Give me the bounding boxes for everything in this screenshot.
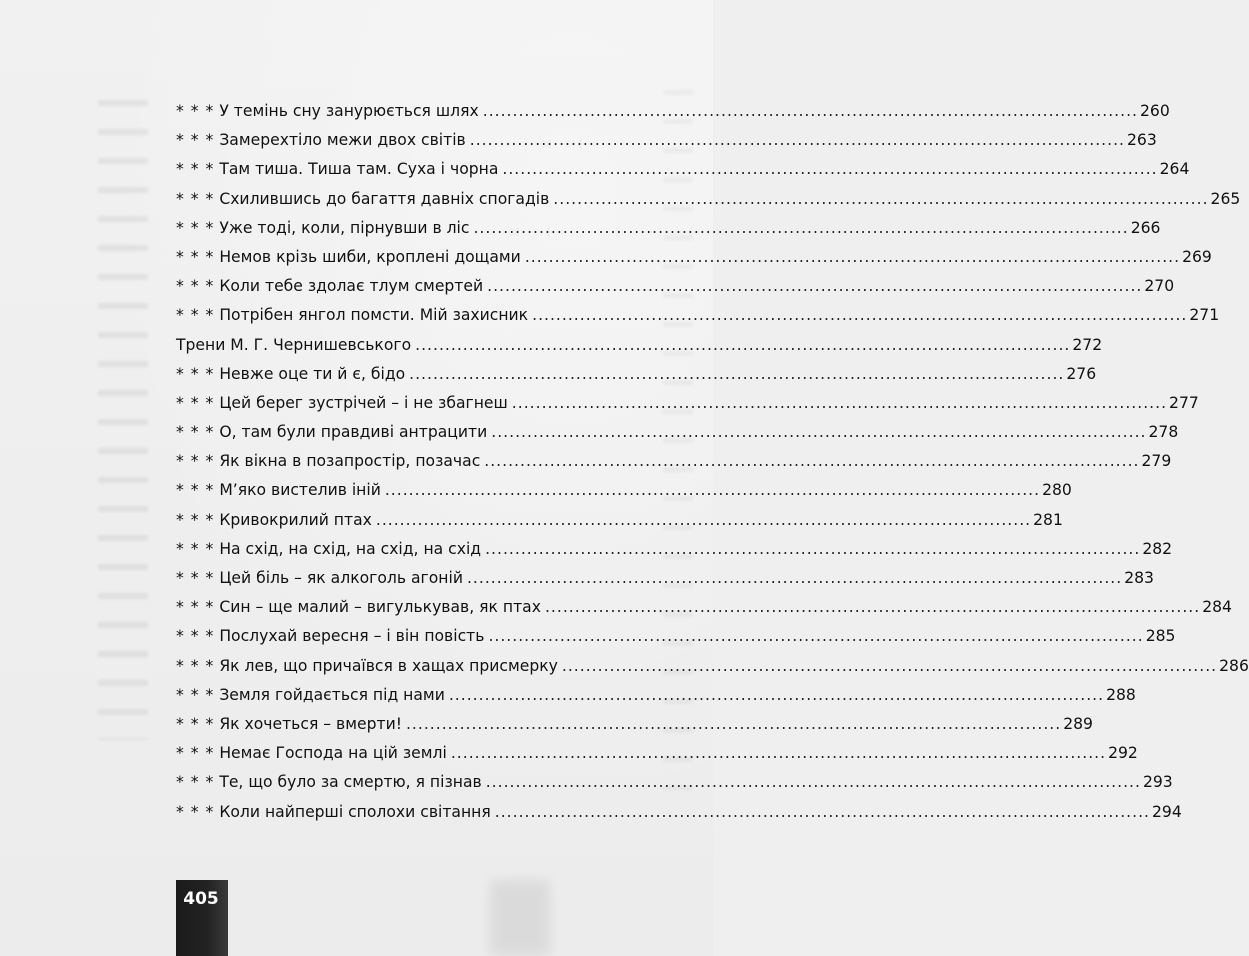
toc-entry-title: Немов крізь шиби, кроплені дощами <box>219 247 521 266</box>
asterism-mark: * * * <box>176 539 215 558</box>
dot-leader <box>467 564 1122 593</box>
toc-entry-page: 282 <box>1142 539 1173 558</box>
toc-entry-page: 288 <box>1106 685 1136 704</box>
dot-leader <box>483 97 1138 126</box>
dot-leader <box>415 331 1070 360</box>
toc-entry <box>176 681 1136 710</box>
dot-leader <box>553 185 1208 214</box>
toc-entry <box>176 418 1179 447</box>
toc-entry-title: На схід, на схід, на схід, на схід <box>219 539 482 558</box>
toc-entry-page: 285 <box>1145 627 1176 646</box>
asterism-mark: * * * <box>176 714 215 733</box>
toc-entry-page: 263 <box>1126 131 1157 150</box>
toc-entry-title: Як вікна в позапростір, позачас <box>219 452 481 471</box>
table-of-contents <box>176 97 1249 827</box>
toc-entry <box>176 447 1172 476</box>
toc-entry <box>176 272 1175 301</box>
toc-entry <box>176 622 1176 651</box>
asterism-mark: * * * <box>176 306 215 325</box>
dot-leader <box>532 301 1187 330</box>
toc-entry-title: Те, що було за смертю, я пізнав <box>219 773 482 792</box>
asterism-mark: * * * <box>176 423 215 442</box>
dot-leader <box>470 126 1125 155</box>
toc-entry-title: У темінь сну занурюється шлях <box>219 102 479 120</box>
toc-entry-page: 265 <box>1210 189 1241 208</box>
toc-entry-title: Син – ще малий – вигулькував, як птах <box>219 598 541 617</box>
toc-entry-title: Невже оце ти й є, бідо <box>219 364 406 383</box>
toc-entry <box>176 535 1173 564</box>
toc-entry-title: Коли найперші сполохи світання <box>219 802 491 821</box>
toc-entry-page: 286 <box>1219 656 1249 675</box>
dot-leader <box>473 214 1128 243</box>
toc-entry-page: 264 <box>1159 160 1190 179</box>
asterism-mark: * * * <box>176 393 215 412</box>
toc-entry <box>176 652 1249 681</box>
toc-entry-page: 269 <box>1182 247 1212 266</box>
page-number: 405 <box>183 889 219 909</box>
toc-entry <box>176 710 1093 739</box>
toc-entry-title: Потрібен янгол помсти. Мій захисник <box>219 306 529 325</box>
toc-entry-page: 280 <box>1042 481 1072 500</box>
toc-entry-title: Цей берег зустрічей – і не збагнеш <box>219 393 508 412</box>
toc-entry-title: Трени М. Г. Чернишевського <box>176 335 412 354</box>
asterism-mark: * * * <box>176 131 215 150</box>
dot-leader <box>485 535 1140 564</box>
toc-entry-title: Цей біль – як алкоголь агоній <box>219 569 463 587</box>
dot-leader <box>487 272 1142 301</box>
toc-entry <box>176 506 1063 535</box>
dot-leader <box>449 681 1104 710</box>
toc-entry-title: М’яко вистелив іній <box>219 481 381 500</box>
dot-leader <box>406 710 1061 739</box>
dot-leader <box>562 652 1217 681</box>
toc-entry <box>176 593 1232 622</box>
toc-entry <box>176 185 1241 214</box>
toc-entry-page: 293 <box>1142 773 1173 792</box>
dot-leader <box>488 622 1143 651</box>
toc-entry-page: 271 <box>1189 306 1220 325</box>
toc-entry-title: Як лев, що причаївся в хащах присмерку <box>219 656 558 675</box>
toc-entry <box>176 301 1220 330</box>
dot-leader <box>376 506 1031 535</box>
toc-entry <box>176 126 1157 155</box>
toc-entry-page: 283 <box>1124 569 1154 587</box>
dot-leader <box>545 593 1200 622</box>
toc-entry <box>176 360 1097 389</box>
toc-entry-page: 281 <box>1033 510 1063 529</box>
toc-entry-title: Замерехтіло межи двох світів <box>219 131 466 150</box>
toc-entry-title: Як хочеться – вмерти! <box>219 714 402 733</box>
toc-entry-page: 276 <box>1066 364 1097 383</box>
asterism-mark: * * * <box>176 744 215 763</box>
toc-entry <box>176 476 1072 505</box>
toc-entry-title: Схилившись до багаття давніх спогадів <box>219 189 550 208</box>
asterism-mark: * * * <box>176 277 215 296</box>
toc-entry <box>176 331 1103 360</box>
asterism-mark: * * * <box>176 656 215 675</box>
toc-entry-page: 292 <box>1108 744 1138 763</box>
toc-entry <box>176 768 1173 797</box>
toc-entry <box>176 798 1182 827</box>
asterism-mark: * * * <box>176 569 215 587</box>
toc-entry-page: 279 <box>1141 452 1172 471</box>
toc-entry-title: Там тиша. Тиша там. Суха і чорна <box>219 160 499 179</box>
toc-entry-page: 278 <box>1148 423 1179 442</box>
asterism-mark: * * * <box>176 218 215 237</box>
dot-leader <box>512 389 1167 418</box>
asterism-mark: * * * <box>176 102 215 120</box>
asterism-mark: * * * <box>176 510 215 529</box>
asterism-mark: * * * <box>176 452 215 471</box>
toc-entry-title: Коли тебе здолає тлум смертей <box>219 277 484 296</box>
asterism-mark: * * * <box>176 247 215 266</box>
toc-entry-page: 277 <box>1169 393 1199 412</box>
toc-entry-page: 270 <box>1144 277 1175 296</box>
asterism-mark: * * * <box>176 189 215 208</box>
dot-leader <box>385 476 1040 505</box>
show-through-left <box>98 100 148 740</box>
toc-entry-page: 260 <box>1139 102 1170 120</box>
toc-entry-title: О, там були правдиві антрацити <box>219 423 488 442</box>
asterism-mark: * * * <box>176 627 215 646</box>
toc-entry-page: 272 <box>1072 335 1103 354</box>
toc-entry <box>176 243 1212 272</box>
toc-entry <box>176 97 1170 126</box>
toc-entry-title: Кривокрилий птах <box>219 510 372 529</box>
toc-entry <box>176 214 1161 243</box>
toc-entry-title: Послухай вересня – і він повість <box>219 627 485 646</box>
asterism-mark: * * * <box>176 160 215 179</box>
asterism-mark: * * * <box>176 802 215 821</box>
dot-leader <box>491 418 1146 447</box>
toc-entry <box>176 155 1190 184</box>
asterism-mark: * * * <box>176 598 215 617</box>
print-smudge <box>490 880 550 956</box>
dot-leader <box>525 243 1180 272</box>
dot-leader <box>495 798 1150 827</box>
toc-entry-page: 266 <box>1130 218 1161 237</box>
dot-leader <box>409 360 1064 389</box>
toc-entry-page: 294 <box>1152 802 1182 821</box>
toc-entry-page: 289 <box>1063 714 1093 733</box>
toc-entry-page: 284 <box>1202 598 1232 617</box>
toc-entry-title: Земля гойдається під нами <box>219 685 445 704</box>
asterism-mark: * * * <box>176 773 215 792</box>
toc-entry-title: Немає Господа на цій землі <box>219 744 447 763</box>
toc-entry <box>176 739 1138 768</box>
dot-leader <box>486 768 1141 797</box>
dot-leader <box>484 447 1139 476</box>
toc-entry <box>176 564 1154 593</box>
asterism-mark: * * * <box>176 685 215 704</box>
toc-entry-title: Уже тоді, коли, пірнувши в ліс <box>219 218 470 237</box>
dot-leader <box>451 739 1106 768</box>
asterism-mark: * * * <box>176 364 215 383</box>
toc-entry <box>176 389 1199 418</box>
asterism-mark: * * * <box>176 481 215 500</box>
dot-leader <box>502 155 1157 184</box>
